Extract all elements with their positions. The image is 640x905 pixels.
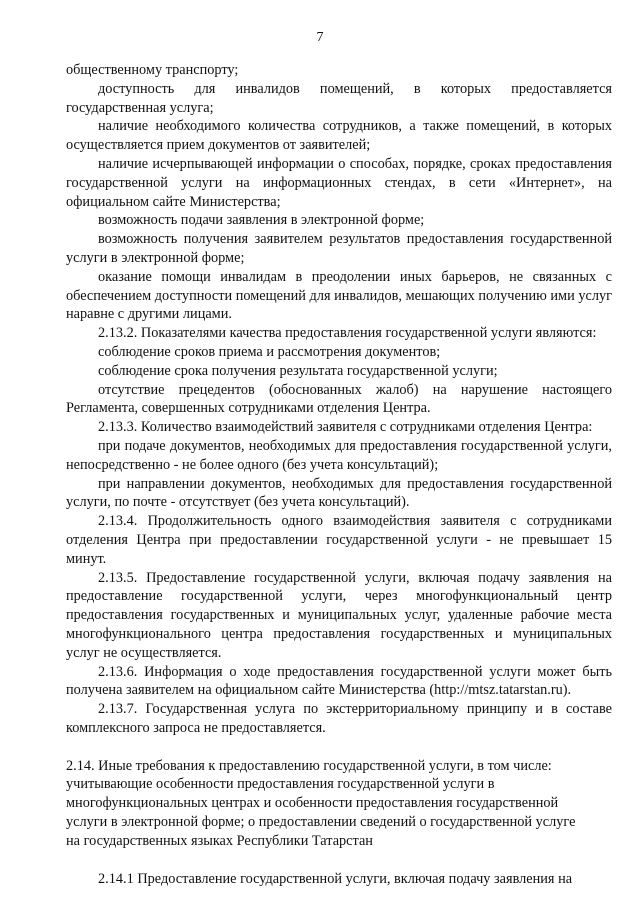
paragraph: наличие необходимого количества сотрудников, а также помещений, в которых осуществляется прием документов от заявителей; bbox=[66, 118, 612, 154]
page-number: 7 bbox=[316, 30, 324, 45]
section-heading-line: учитывающие особенности предоставления государственной услуги в bbox=[66, 776, 495, 793]
section-heading-line: услуги в электронной форме; о предоставлении сведений о государственной услуге bbox=[66, 814, 576, 831]
paragraph: доступность для инвалидов помещений, в которых предоставляется государственная услуга; bbox=[66, 80, 612, 116]
paragraph: 2.13.6. Информация о ходе предоставления государственной услуги может быть получена заявителем на официальном сайте Министерства (http://mtsz.tatarstan.ru). bbox=[66, 663, 612, 699]
paragraph: возможность получения заявителем результатов предоставления государственной услуги в электронной форме; bbox=[66, 231, 612, 266]
spacer bbox=[66, 738, 612, 757]
paragraph: 2.13.5. Предоставление государственной услуги, включая подачу заявления на предоставление государственной услуги, через многофункциональный центр предоставления государственных и муниципальных услуг, удаленные рабочие места многофункционального центра предоставления государственных и муниципальных услуг не осуществляется. bbox=[66, 569, 612, 661]
spacer bbox=[66, 851, 612, 870]
paragraph: оказание помощи инвалидам в преодолении иных барьеров, не связанных с обеспечением доступности помещений для инвалидов, мешающих получению ими услуг наравне с другими лицами. bbox=[66, 268, 612, 323]
paragraph: 2.13.3. Количество взаимодействий заявителя с сотрудниками отделения Центра: bbox=[98, 419, 593, 436]
section-heading-line: 2.14. Иные требования к предоставлению государственной услуги, в том числе: bbox=[66, 757, 552, 774]
paragraph: соблюдение срока получения результата государственной услуги; bbox=[98, 362, 498, 379]
paragraph: 2.13.4. Продолжительность одного взаимодействия заявителя с сотрудниками отделения Центра при предоставлении государственной услуги - не превышает 15 минут. bbox=[66, 513, 612, 567]
paragraph: общественному транспорту; bbox=[66, 62, 239, 78]
paragraph: при подаче документов, необходимых для предоставления государственной услуги, непосредственно - не более одного (без учета консультаций); bbox=[66, 437, 612, 473]
paragraph: соблюдение сроков приема и рассмотрения документов; bbox=[98, 343, 441, 360]
paragraph: 2.13.7. Государственная услуга по экстерриториальному принципу и в составе комплексного запроса не предоставляется. bbox=[66, 701, 612, 736]
section-heading-line: многофункциональных центрах и особенности предоставления государственной bbox=[66, 795, 559, 812]
section-heading-line: на государственных языках Республики Татарстан bbox=[66, 832, 373, 849]
paragraph: отсутствие прецедентов (обоснованных жалоб) на нарушение настоящего Регламента, совершенных сотрудниками отделения Центра. bbox=[66, 381, 612, 417]
paragraph: возможность подачи заявления в электронной форме; bbox=[98, 212, 425, 229]
paragraph: при направлении документов, необходимых для предоставления государственной услуги, по почте - отсутствует (без учета консультаций). bbox=[66, 475, 612, 511]
document-body bbox=[66, 61, 612, 888]
section-heading bbox=[66, 757, 612, 851]
paragraph: 2.14.1 Предоставление государственной услуги, включая подачу заявления на bbox=[98, 870, 573, 887]
paragraph: 2.13.2. Показателями качества предоставления государственной услуги являются: bbox=[98, 325, 597, 342]
paragraph: наличие исчерпывающей информации о способах, порядке, сроках предоставления государственной услуги на информационных стендах, в сети «Интернет», на официальном сайте Министерства; bbox=[66, 155, 612, 210]
